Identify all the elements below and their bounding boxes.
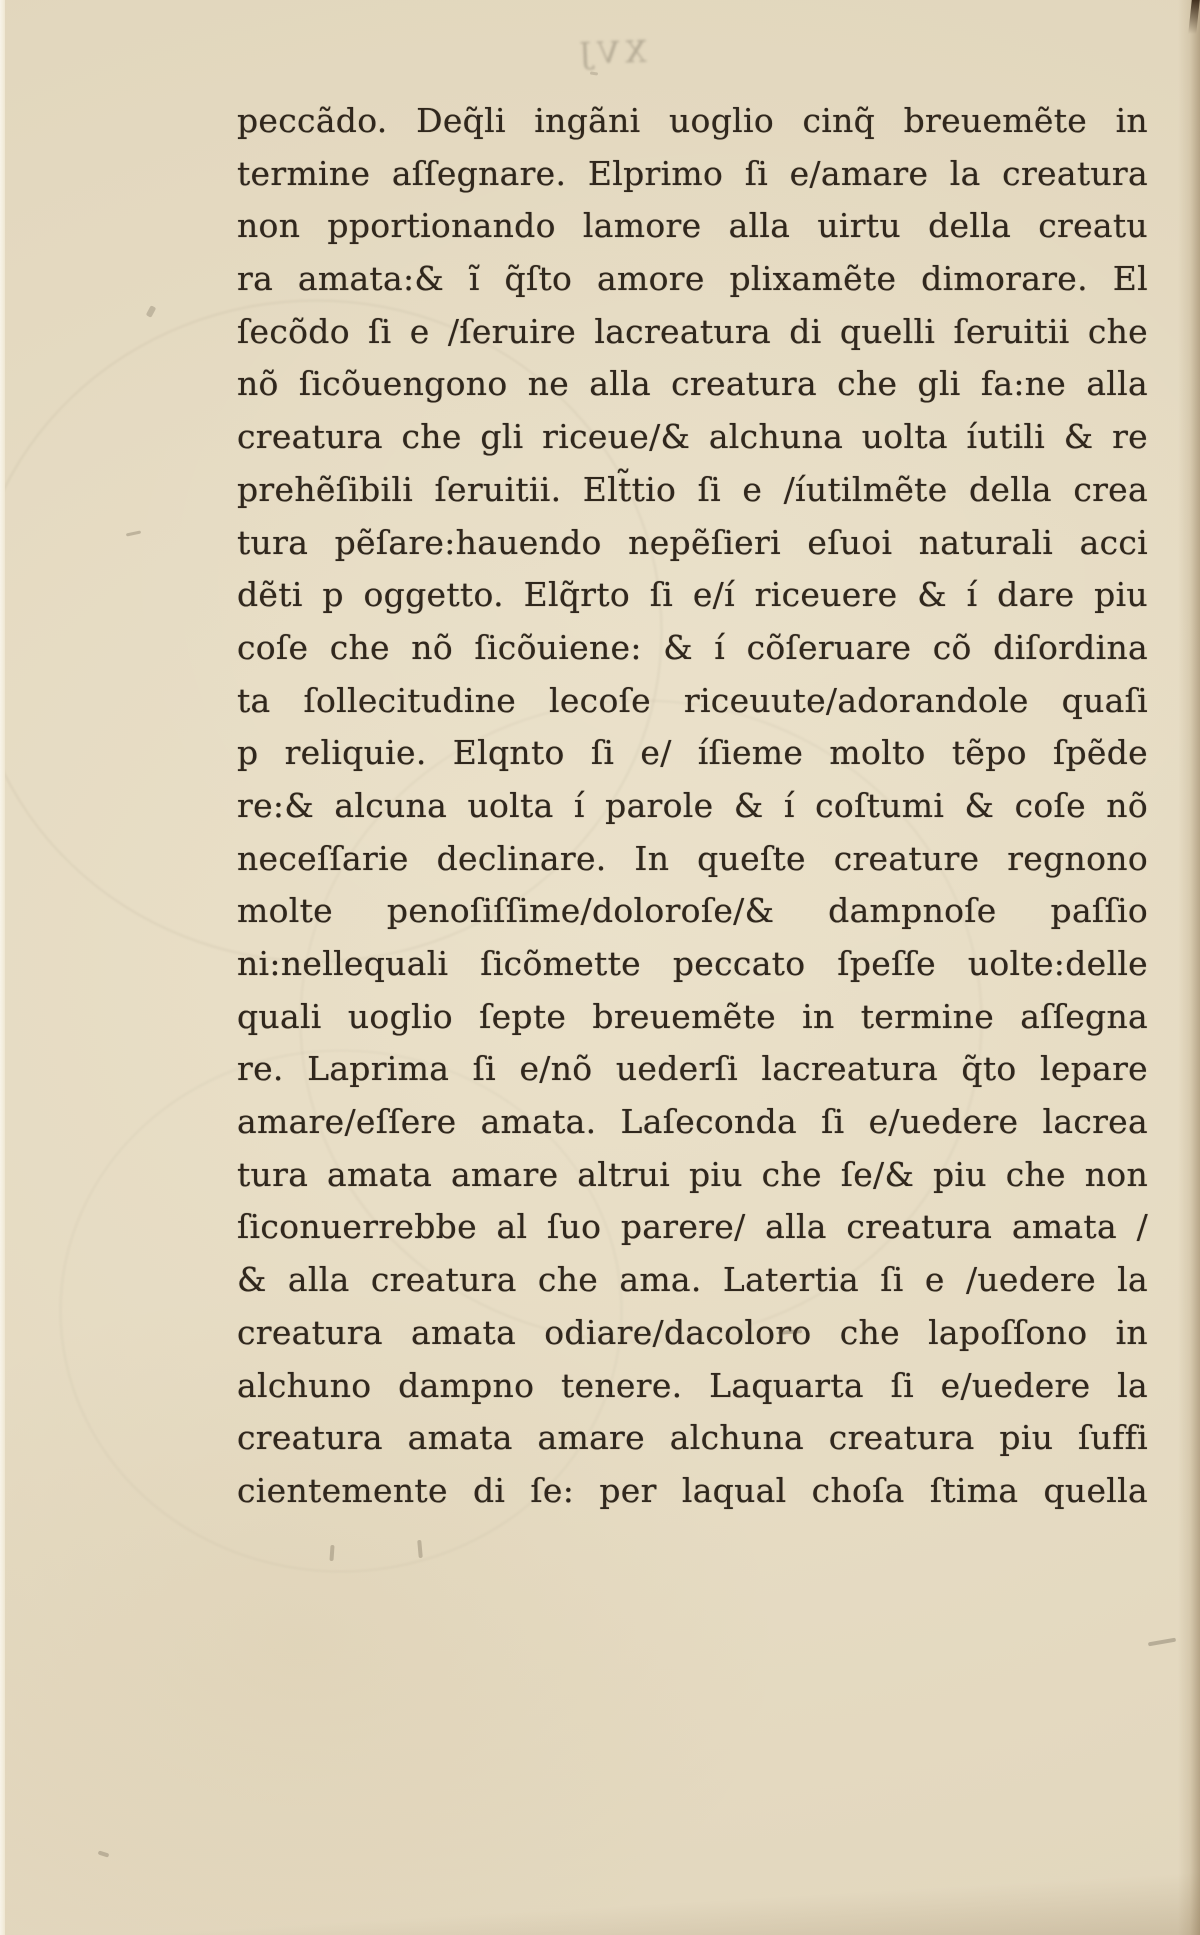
text-line: creatura che gli riceue/& alchuna uolta íutili & re <box>237 417 1148 457</box>
text-line: ra amata:& ĩ q̃ſto amore plixamẽte dimorare. El <box>237 259 1148 299</box>
paper-speck <box>590 71 598 75</box>
text-line: molte penoſiſſime/doloroſe/& dampnoſe paſſio <box>237 891 1148 931</box>
paper-speck <box>146 305 156 318</box>
page-bottom-shadow <box>0 1865 1200 1935</box>
text-line: & alla creatura che ama. Latertia ſi e /uedere la <box>237 1260 1148 1300</box>
text-line: creatura amata odiare/dacoloro che lapoſſono in <box>237 1312 1148 1352</box>
page-left-edge <box>0 0 5 1935</box>
text-line: prehẽſibili ſeruitii. Elt̃tio ſi e /íutilmẽte della crea <box>237 469 1148 509</box>
text-block <box>237 95 1148 1518</box>
text-line: re:& alcuna uolta í parole & í coſtumi & coſe nõ <box>237 785 1148 825</box>
text-line: ſecõdo ſi e /ſeruire lacreatura di quelli ſeruitii che <box>237 311 1148 351</box>
folio-number: XVJ <box>572 34 648 73</box>
text-line: re. Laprima ſi e/nõ uederſi lacreatura q̃to lepare <box>237 1049 1148 1089</box>
paper-speck <box>1148 1638 1176 1647</box>
text-line: p reliquie. Elqnto ſi e/ íſieme molto tẽpo ſpẽde <box>237 733 1148 773</box>
text-line: tura amata amare altrui piu che ſe/& piu che non <box>237 1154 1148 1194</box>
text-line: cientemente di ſe: per laqual choſa ſtima quella <box>237 1470 1148 1510</box>
text-line: coſe che nõ ſicõuiene: & í cõſeruare cõ diſordina <box>237 627 1148 667</box>
text-line: quali uoglio ſepte breuemẽte in termine aſſegna <box>237 996 1148 1036</box>
text-line: alchuno dampno tenere. Laquarta ſi e/uedere la <box>237 1365 1148 1405</box>
text-line: creatura amata amare alchuna creatura piu ſuffi <box>237 1418 1148 1458</box>
text-line: ta ſollecitudine lecoſe riceuute/adorandole quaſi <box>237 680 1148 720</box>
text-line: amare/eſſere amata. Laſeconda ſi e/uedere lacrea <box>237 1102 1148 1142</box>
text-line: nõ ſicõuengono ne alla creatura che gli fa:ne alla <box>237 364 1148 404</box>
page-edge-shadow <box>1178 0 1200 1935</box>
text-line: dẽti p oggetto. Elq̃rto ſi e/í riceuere & í dare piu <box>237 575 1148 615</box>
text-line: tura pẽſare:hauendo nepẽſieri eſuoi naturali acci <box>237 522 1148 562</box>
text-line: peccãdo. Deq̃li ingãni uoglio cinq̃ breuemẽte in <box>237 101 1148 140</box>
text-line: ſiconuerrebbe al ſuo parere/ alla creatura amata / <box>237 1207 1148 1247</box>
text-line: non pportionando lamore alla uirtu della creatu <box>237 206 1148 246</box>
text-line: neceſſarie declinare. In queſte creature regnono <box>237 838 1148 878</box>
text-line: termine aſſegnare. Elprimo ſi e/amare la creatura <box>237 153 1148 193</box>
paper-speck <box>98 1850 110 1857</box>
text-line: ni:nellequali ſicõmette peccato ſpeſſe uolte:delle <box>237 944 1148 983</box>
